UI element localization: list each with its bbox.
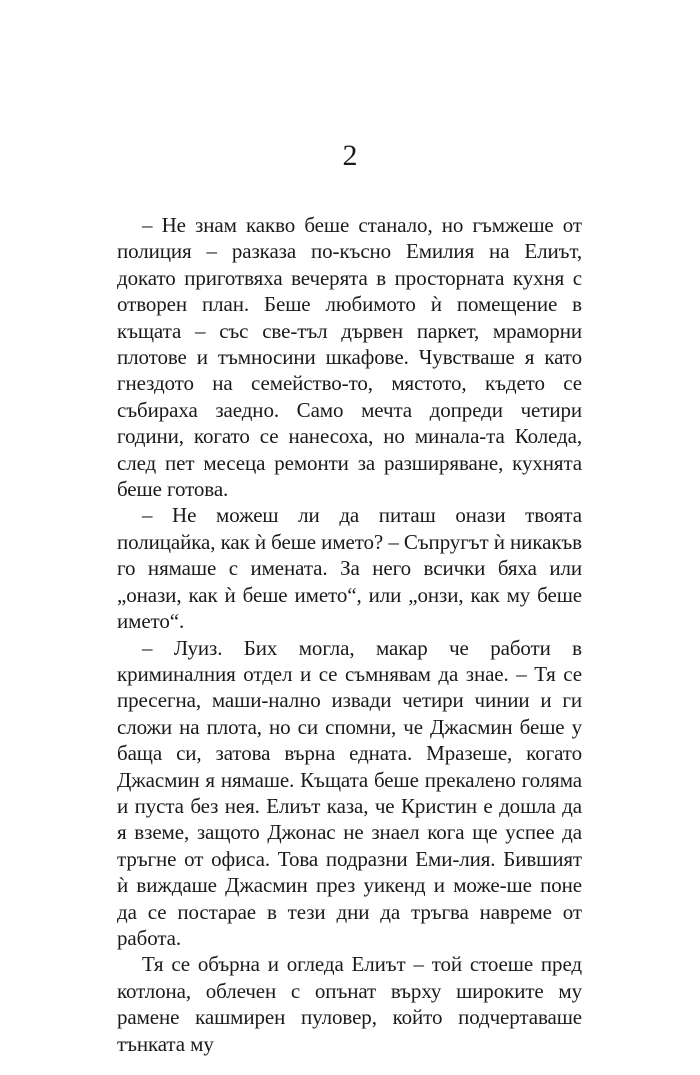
paragraph: Тя се обърна и огледа Елиът – той стоеше пред котлона, облечен с опънат върху широките му рамене кашмирен пуловер, който подчертаваше тънката му (117, 952, 582, 1056)
chapter-text (117, 212, 582, 1057)
paragraph: – Не знам какво беше станало, но гъмжеше от полиция – разказа по-късно Емилия на Елиът, докато приготвяха вечерята в просторната кухня с отворен план. Беше любимото ѝ помещение в къщата – със све-тъл дървен паркет, мраморни плотове и тъмносини шкафове. Чувстваше я като гнездото на семейство-то, мястото, където се събираха заедно. Само мечта допреди четири години, когато се нанесоха, но минала-та Коледа, след пет месеца ремонти за разширяване, кухнята беше готова. (117, 213, 582, 502)
chapter-number: 2 (342, 139, 358, 172)
paragraph: – Луиз. Бих могла, макар че работи в криминалния отдел и се съмнявам да знае. – Тя се пресегна, маши-нално извади четири чинии и ги сложи на плота, но си спомни, че Джасмин беше у баща си, затова върна едната. Мразеше, когато Джасмин я нямаше. Къщата беше прекалено голяма и пуста без нея. Елиът каза, че Кристин е дошла да я вземе, защото Джонас не знаел кога ще успее да тръгне от офиса. Това подразни Еми-лия. Бившият ѝ виждаше Джасмин през уикенд и може-ше поне да се постарае в тези дни да тръгва навреме от работа. (117, 635, 582, 950)
paragraph: – Не можеш ли да питаш онази твоята полицайка, как ѝ беше името? – Съпругът ѝ никакъв го нямаше с имената. За него всички бяха или „онази, как ѝ беше името“, или „онзи, как му беше името“. (117, 503, 582, 634)
